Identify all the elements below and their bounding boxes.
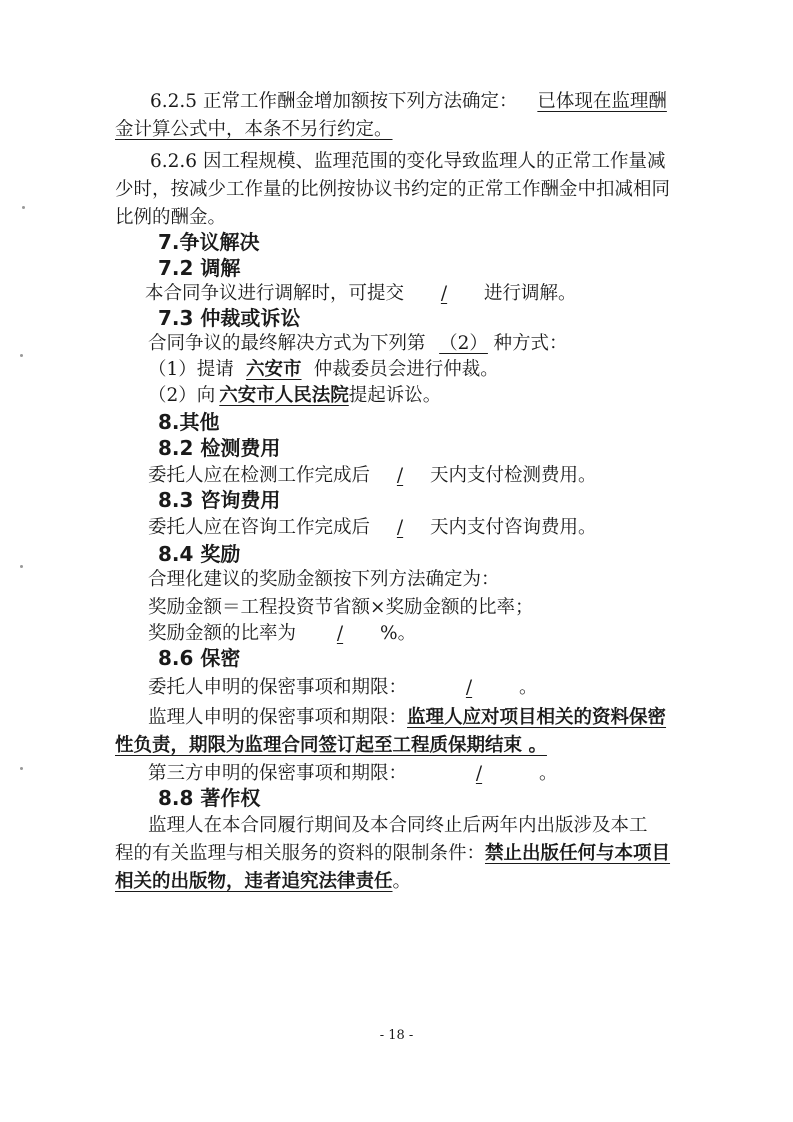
- clause-8-6-client: 委托人申明的保密事项和期限： / 。: [148, 674, 538, 702]
- scan-speck: [22, 206, 25, 209]
- heading-8-2: 8.2 检测费用: [158, 436, 281, 460]
- clause-8-6-supervisor: 监理人申明的保密事项和期限：监理人应对项目相关的资料保密: [148, 707, 667, 728]
- clause-6-2-5: 6.2.5 正常工作酬金增加额按下列方法确定： 已体现在监理酬: [150, 91, 667, 112]
- clause-8-4-intro: 合理化建议的奖励金额按下列方法确定为：: [148, 569, 500, 590]
- clause-7-3-option2: （2）向 六安市人民法院提起诉讼。: [148, 382, 441, 410]
- heading-8-8: 8.8 著作权: [158, 786, 261, 810]
- clause-8-4-formula: 奖励金额＝工程投资节省额×奖励金额的比率；: [148, 597, 534, 618]
- clause-8-8-cont1: 程的有关监理与相关服务的资料的限制条件：禁止出版任何与本项目: [115, 843, 671, 864]
- heading-7-2: 7.2 调解: [158, 256, 241, 280]
- consulting-days-blank: /: [396, 517, 404, 538]
- clause-8-4-ratio: 奖励金额的比率为 / %。: [148, 620, 416, 648]
- heading-7: 7.争议解决: [158, 230, 260, 254]
- clause-6-2-6-cont2: 比例的酬金。: [115, 207, 227, 228]
- heading-8-6: 8.6 保密: [158, 646, 241, 670]
- scan-speck: [20, 354, 23, 357]
- testing-days-blank: /: [396, 465, 404, 486]
- reward-ratio-blank: /: [336, 623, 344, 644]
- heading-7-3: 7.3 仲裁或诉讼: [158, 306, 301, 330]
- heading-8-4: 8.4 奖励: [158, 542, 241, 566]
- scan-speck: [20, 565, 23, 568]
- clause-8-6-third-party: 第三方申明的保密事项和期限： / 。: [148, 760, 558, 788]
- clause-8-8: 监理人在本合同履行期间及本合同终止后两年内出版涉及本工: [148, 815, 648, 836]
- clause-6-2-5-answer-cont: 金计算公式中，本条不另行约定。: [115, 119, 393, 140]
- heading-8: 8.其他: [158, 410, 220, 434]
- court-name: 六安市人民法院: [219, 385, 349, 406]
- clause-8-8-cont2: 相关的出版物，违者追究法律责任。: [115, 871, 412, 892]
- mediation-blank: /: [440, 283, 448, 304]
- third-party-confidentiality-blank: /: [475, 763, 483, 784]
- supervisor-confidentiality-answer: 监理人应对项目相关的资料保密: [407, 707, 667, 728]
- copyright-restriction-answer-cont: 相关的出版物，违者追究法律责任: [115, 871, 393, 892]
- supervisor-confidentiality-answer-cont: 性负责，期限为监理合同签订起至工程质保期结束 。: [115, 735, 547, 756]
- clause-8-2: 委托人应在检测工作完成后 / 天内支付检测费用。: [148, 462, 597, 490]
- clause-6-2-6: 6.2.6 因工程规模、监理范围的变化导致监理人的正常工作量减: [150, 151, 666, 172]
- clause-6-2-5-answer: 已体现在监理酬: [537, 91, 667, 112]
- clause-7-2: 本合同争议进行调解时，可提交 / 进行调解。: [145, 280, 577, 308]
- clause-7-3: 合同争议的最终解决方式为下列第 （2） 种方式：: [148, 330, 568, 358]
- arbitration-city: 六安市: [246, 359, 302, 380]
- resolution-choice: （2）: [439, 333, 488, 354]
- clause-8-3: 委托人应在咨询工作完成后 / 天内支付咨询费用。: [148, 514, 597, 542]
- client-confidentiality-blank: /: [465, 677, 473, 698]
- clause-6-2-6-cont1: 少时，按减少工作量的比例按协议书约定的正常工作酬金中扣减相同: [115, 179, 671, 200]
- clause-7-3-option1: （1）提请 六安市 仲裁委员会进行仲裁。: [148, 356, 499, 384]
- page-number: - 18 -: [379, 1028, 414, 1043]
- scan-speck: [20, 767, 23, 770]
- heading-8-3: 8.3 咨询费用: [158, 488, 281, 512]
- copyright-restriction-answer: 禁止出版任何与本项目: [485, 843, 671, 864]
